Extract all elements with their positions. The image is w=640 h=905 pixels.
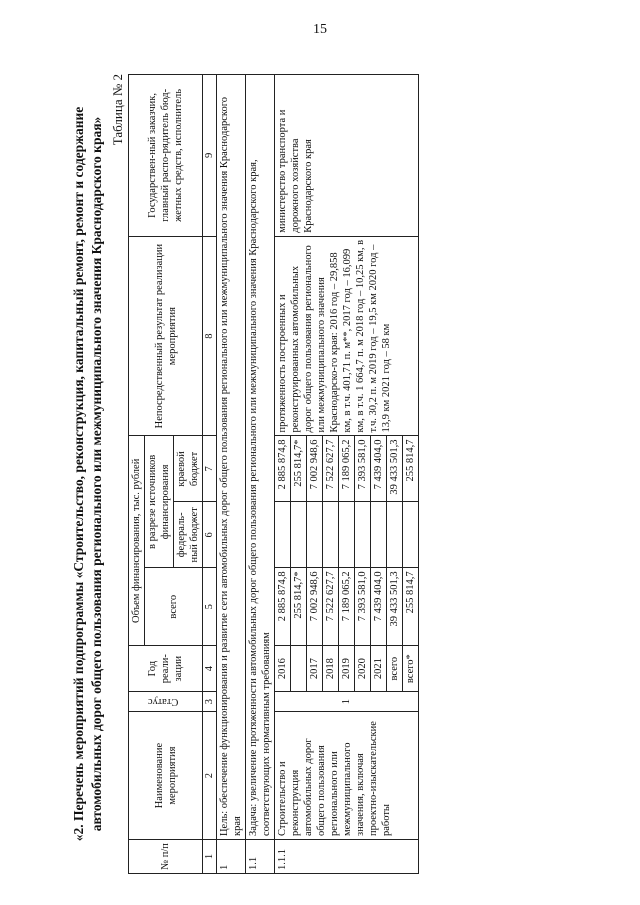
total-cell: 7 393 581,0: [355, 568, 371, 646]
federal-cell: [387, 502, 403, 568]
regional-cell: 7 393 581,0: [355, 436, 371, 502]
goal-row: [217, 75, 246, 874]
year-cell: всего*: [403, 646, 419, 692]
col-number: 2: [203, 712, 217, 840]
total-cell: 7 522 627,7: [323, 568, 339, 646]
measure-status: 1: [275, 692, 419, 712]
task-text: Задача: увеличение протяженности автомобильных дорог общего пользования регионального или межмуниципального значения Краснодарского края, соответствующих нормативным требованиям: [246, 75, 275, 840]
col-number: 1: [203, 840, 217, 874]
header-status: [129, 692, 203, 712]
federal-cell: [339, 502, 355, 568]
header-customer: Государствен-ный заказчик, главный распо-рядитель бюд-жетных средств, исполнитель: [129, 75, 203, 237]
total-cell: 255 814,7: [403, 568, 419, 646]
total-cell: 7 439 404,0: [371, 568, 387, 646]
year-cell: всего: [387, 646, 403, 692]
federal-cell: [403, 502, 419, 568]
col-number: 9: [203, 75, 217, 237]
header-by-source: в разрезе источников финансирования: [145, 436, 174, 568]
header-regional: краевой бюджет: [174, 436, 203, 502]
header-num: № п/п: [129, 840, 203, 874]
total-cell: 7 189 065,2: [339, 568, 355, 646]
measure-result: протяженность построенных и реконструированных автомобильных дорог общего пользования регионального или межмуниципального значения Краснодарско-го края: 2016 год – 29,858 км, в т.ч. 401,71 п. м**, 2017 год – 16,099 км, в т.ч. 1 664,7 п. м 2018 год – 10,25 км, в т.ч. 30,2 п. м 2019 год – 19,5 км 2020 год – 13,9 км 2021 год – 58 км: [275, 236, 419, 436]
year-cell: 2017: [307, 646, 323, 692]
goal-num: 1: [217, 840, 246, 874]
regional-cell: 7 522 627,7: [323, 436, 339, 502]
col-number: 5: [203, 568, 217, 646]
measure-row: [275, 75, 291, 874]
regional-cell: 7 189 065,2: [339, 436, 355, 502]
col-number: 7: [203, 436, 217, 502]
federal-cell: [323, 502, 339, 568]
header-row-1: [129, 75, 145, 874]
page-number: 15: [313, 22, 327, 37]
federal-cell: [371, 502, 387, 568]
total-cell: 39 433 501,3: [387, 568, 403, 646]
regional-cell: 39 433 501,3: [387, 436, 403, 502]
federal-cell: [291, 502, 307, 568]
year-cell: [291, 646, 307, 692]
column-numbers-row: [203, 75, 217, 874]
federal-cell: [275, 502, 291, 568]
total-cell: 2 885 874,8: [275, 568, 291, 646]
measures-table: [128, 74, 419, 874]
year-cell: 2019: [339, 646, 355, 692]
federal-cell: [307, 502, 323, 568]
year-cell: 2018: [323, 646, 339, 692]
document-title: «2. Перечень мероприятий подпрограммы «Строительство, реконструкция, капитальный ремонт, ремонт и содержание автомобильных дорог общего пользования регионального или межмуниципального значения Краснодарского края»: [71, 106, 104, 842]
year-cell: 2016: [275, 646, 291, 692]
regional-cell: 255 814,7*: [291, 436, 307, 502]
federal-cell: [355, 502, 371, 568]
total-cell: 255 814,7*: [291, 568, 307, 646]
regional-cell: 7 439 404,0: [371, 436, 387, 502]
col-number: 6: [203, 502, 217, 568]
regional-cell: 255 814,7: [403, 436, 419, 502]
col-number: 4: [203, 646, 217, 692]
regional-cell: 7 002 948,6: [307, 436, 323, 502]
year-cell: 2021: [371, 646, 387, 692]
header-result: Непосредственный результат реализации мероприятия: [129, 236, 203, 436]
col-number: 3: [203, 692, 217, 712]
col-number: 8: [203, 236, 217, 436]
rotated-page-content: [70, 74, 590, 874]
header-funding: Объем финансирования, тыс. рублей: [129, 436, 145, 646]
year-cell: 2020: [355, 646, 371, 692]
header-name: Наименование мероприятия: [129, 712, 203, 840]
goal-text: Цель: обеспечение функционирования и развитие сети автомобильных дорог общего пользования регионального или межмуниципального значения Краснодарского края: [217, 75, 246, 840]
table-label: Таблица № 2: [110, 74, 125, 146]
measure-customer: министерство транспорта и дорожного хозяйства Краснодарского края: [275, 75, 419, 237]
header-total: всего: [145, 568, 203, 646]
total-cell: 7 002 948,6: [307, 568, 323, 646]
task-row: [246, 75, 275, 874]
header-year: Год реали-зации: [129, 646, 203, 692]
header-status-text: Статус: [148, 696, 179, 708]
measure-name: Строительство и реконструкция автомобильных дорог общего пользования регионального или межмуниципального значения, включая проектно-изыскательские работы: [275, 712, 419, 840]
header-federal: федераль-ный бюджет: [174, 502, 203, 568]
regional-cell: 2 885 874,8: [275, 436, 291, 502]
measure-num: 1.1.1: [275, 840, 419, 874]
task-num: 1.1: [246, 840, 275, 874]
